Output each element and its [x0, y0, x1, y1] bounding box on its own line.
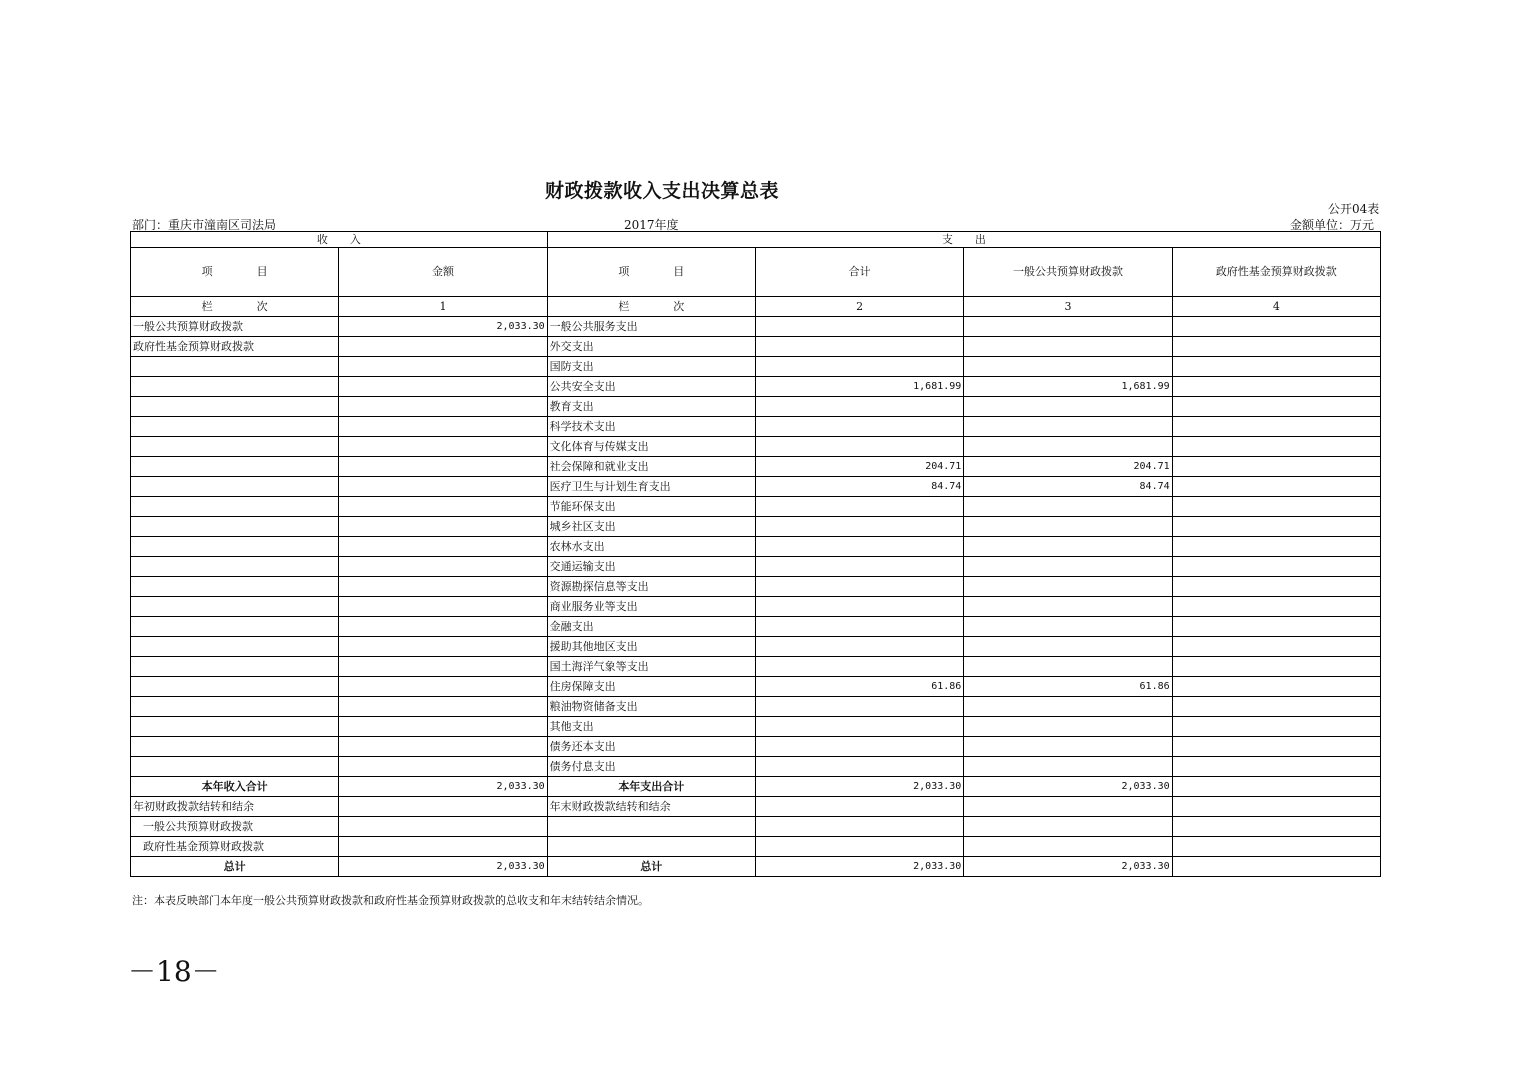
expense-total — [755, 817, 963, 837]
income-amount — [339, 437, 547, 457]
expense-general-budget — [964, 617, 1172, 637]
income-item — [131, 597, 339, 617]
carryover-row — [131, 837, 1381, 857]
table-row — [131, 397, 1381, 417]
income-item: 政府性基金预算财政拨款 — [131, 837, 339, 857]
income-amount — [339, 477, 547, 497]
expense-item: 住房保障支出 — [547, 677, 755, 697]
column-header-row — [131, 248, 1381, 297]
expense-general-budget: 61.86 — [964, 677, 1172, 697]
expense-item: 公共安全支出 — [547, 377, 755, 397]
income-item — [131, 497, 339, 517]
expense-item: 文化体育与传媒支出 — [547, 437, 755, 457]
expense-general-budget — [964, 817, 1172, 837]
expense-fund-budget — [1172, 577, 1380, 597]
expense-fund-budget — [1172, 837, 1380, 857]
expense-item: 援助其他地区支出 — [547, 637, 755, 657]
expense-general-budget — [964, 717, 1172, 737]
income-amount — [339, 517, 547, 537]
expense-total — [755, 837, 963, 857]
expense-item: 其他支出 — [547, 717, 755, 737]
expense-general-budget — [964, 417, 1172, 437]
expense-fund-budget — [1172, 357, 1380, 377]
table-row — [131, 437, 1381, 457]
section-income: 收 入 — [131, 232, 548, 248]
table-row — [131, 677, 1381, 697]
expense-general-budget — [964, 577, 1172, 597]
expense-total: 2,033.30 — [755, 857, 963, 877]
expense-total: 1,681.99 — [755, 377, 963, 397]
table-row — [131, 537, 1381, 557]
index-col-1: 1 — [339, 297, 547, 317]
expense-total: 2,033.30 — [755, 777, 963, 797]
fiscal-year: 2017年度 — [624, 218, 679, 232]
expense-fund-budget — [1172, 457, 1380, 477]
income-item — [131, 517, 339, 537]
header-item-expense: 项 目 — [547, 248, 755, 297]
expense-item: 社会保障和就业支出 — [547, 457, 755, 477]
expense-total — [755, 557, 963, 577]
expense-item: 农林水支出 — [547, 537, 755, 557]
income-amount — [339, 337, 547, 357]
income-amount — [339, 397, 547, 417]
income-amount — [339, 837, 547, 857]
income-item — [131, 737, 339, 757]
expense-item: 教育支出 — [547, 397, 755, 417]
expense-total: 61.86 — [755, 677, 963, 697]
carryover-row — [131, 797, 1381, 817]
income-item — [131, 437, 339, 457]
expense-fund-budget — [1172, 697, 1380, 717]
expense-item: 金融支出 — [547, 617, 755, 637]
income-item: 总计 — [131, 857, 339, 877]
expense-general-budget — [964, 437, 1172, 457]
income-amount: 2,033.30 — [339, 317, 547, 337]
index-label: 栏 次 — [131, 297, 339, 317]
table-row — [131, 317, 1381, 337]
table-row — [131, 637, 1381, 657]
expense-total: 204.71 — [755, 457, 963, 477]
income-amount — [339, 817, 547, 837]
expense-general-budget — [964, 517, 1172, 537]
income-amount — [339, 557, 547, 577]
expense-general-budget: 204.71 — [964, 457, 1172, 477]
expense-general-budget — [964, 757, 1172, 777]
income-item — [131, 757, 339, 777]
expense-general-budget — [964, 697, 1172, 717]
expense-general-budget — [964, 657, 1172, 677]
income-amount — [339, 697, 547, 717]
expense-item: 本年支出合计 — [547, 777, 755, 797]
income-item — [131, 377, 339, 397]
expense-general-budget: 2,033.30 — [964, 777, 1172, 797]
expense-fund-budget — [1172, 317, 1380, 337]
expense-fund-budget — [1172, 597, 1380, 617]
expense-fund-budget — [1172, 437, 1380, 457]
expense-total — [755, 617, 963, 637]
expense-general-budget — [964, 317, 1172, 337]
expense-item: 资源勘探信息等支出 — [547, 577, 755, 597]
table-row — [131, 697, 1381, 717]
table-row — [131, 517, 1381, 537]
expense-item: 商业服务业等支出 — [547, 597, 755, 617]
table-row — [131, 717, 1381, 737]
expense-item: 外交支出 — [547, 337, 755, 357]
table-row — [131, 657, 1381, 677]
table-row — [131, 617, 1381, 637]
expense-fund-budget — [1172, 617, 1380, 637]
table-row — [131, 737, 1381, 757]
expense-fund-budget — [1172, 797, 1380, 817]
income-amount — [339, 577, 547, 597]
expense-general-budget: 1,681.99 — [964, 377, 1172, 397]
form-code: 公开04表 — [1328, 202, 1380, 216]
income-amount — [339, 797, 547, 817]
expense-total — [755, 357, 963, 377]
expense-item: 科学技术支出 — [547, 417, 755, 437]
table-row — [131, 357, 1381, 377]
expense-total — [755, 657, 963, 677]
expense-total — [755, 577, 963, 597]
income-amount — [339, 377, 547, 397]
year-total-row — [131, 777, 1381, 797]
income-item — [131, 397, 339, 417]
expense-fund-budget — [1172, 417, 1380, 437]
expense-item: 国防支出 — [547, 357, 755, 377]
expense-fund-budget — [1172, 477, 1380, 497]
income-item: 一般公共预算财政拨款 — [131, 817, 339, 837]
income-item — [131, 677, 339, 697]
income-amount — [339, 737, 547, 757]
table-row — [131, 757, 1381, 777]
income-amount — [339, 657, 547, 677]
index-col-3: 3 — [964, 297, 1172, 317]
income-item — [131, 537, 339, 557]
expense-fund-budget — [1172, 377, 1380, 397]
expense-general-budget — [964, 797, 1172, 817]
footnote: 注：本表反映部门本年度一般公共预算财政拨款和政府性基金预算财政拨款的总收支和年末结转结余情况。 — [132, 894, 649, 907]
expense-item: 债务付息支出 — [547, 757, 755, 777]
table-row — [131, 557, 1381, 577]
page-number: －18－ — [128, 955, 220, 988]
table-row — [131, 477, 1381, 497]
income-item — [131, 657, 339, 677]
expense-total — [755, 537, 963, 557]
carryover-row — [131, 817, 1381, 837]
table-row — [131, 577, 1381, 597]
table-row — [131, 457, 1381, 477]
expense-fund-budget — [1172, 397, 1380, 417]
income-item: 年初财政拨款结转和结余 — [131, 797, 339, 817]
expense-item: 节能环保支出 — [547, 497, 755, 517]
expense-item — [547, 837, 755, 857]
income-item — [131, 577, 339, 597]
income-item — [131, 357, 339, 377]
index-row — [131, 297, 1381, 317]
expense-general-budget — [964, 357, 1172, 377]
expense-general-budget — [964, 837, 1172, 857]
income-item: 政府性基金预算财政拨款 — [131, 337, 339, 357]
income-item: 本年收入合计 — [131, 777, 339, 797]
table-row — [131, 497, 1381, 517]
expense-general-budget — [964, 737, 1172, 757]
expense-total — [755, 317, 963, 337]
expense-general-budget — [964, 397, 1172, 417]
income-item — [131, 477, 339, 497]
expense-total: 84.74 — [755, 477, 963, 497]
unit-label: 金额单位：万元 — [1290, 218, 1375, 232]
expense-fund-budget — [1172, 737, 1380, 757]
expense-total — [755, 337, 963, 357]
expense-item: 医疗卫生与计划生育支出 — [547, 477, 755, 497]
expense-fund-budget — [1172, 717, 1380, 737]
income-amount — [339, 457, 547, 477]
header-general-budget: 一般公共预算财政拨款 — [964, 248, 1172, 297]
expense-total — [755, 757, 963, 777]
expense-total — [755, 717, 963, 737]
income-amount — [339, 717, 547, 737]
expense-general-budget — [964, 497, 1172, 517]
income-amount — [339, 677, 547, 697]
expense-total — [755, 737, 963, 757]
index-label-expense: 栏 次 — [547, 297, 755, 317]
section-expense: 支 出 — [547, 232, 1380, 248]
department-label: 部门：重庆市潼南区司法局 — [132, 218, 277, 232]
expense-general-budget — [964, 637, 1172, 657]
expense-fund-budget — [1172, 777, 1380, 797]
expense-fund-budget — [1172, 537, 1380, 557]
income-amount — [339, 417, 547, 437]
income-item — [131, 637, 339, 657]
table-row — [131, 597, 1381, 617]
expense-fund-budget — [1172, 497, 1380, 517]
index-col-2: 2 — [755, 297, 963, 317]
income-item — [131, 457, 339, 477]
expense-fund-budget — [1172, 757, 1380, 777]
expense-general-budget — [964, 557, 1172, 577]
expense-item: 总计 — [547, 857, 755, 877]
income-amount — [339, 617, 547, 637]
expense-total — [755, 597, 963, 617]
expense-item: 债务还本支出 — [547, 737, 755, 757]
expense-item: 交通运输支出 — [547, 557, 755, 577]
expense-total — [755, 637, 963, 657]
expense-item — [547, 817, 755, 837]
expense-fund-budget — [1172, 517, 1380, 537]
expense-fund-budget — [1172, 337, 1380, 357]
expense-item: 城乡社区支出 — [547, 517, 755, 537]
budget-table — [130, 231, 1381, 877]
expense-total — [755, 697, 963, 717]
income-amount — [339, 597, 547, 617]
income-item — [131, 417, 339, 437]
expense-total — [755, 497, 963, 517]
grand-total-row — [131, 857, 1381, 877]
expense-fund-budget — [1172, 637, 1380, 657]
table-row — [131, 417, 1381, 437]
expense-fund-budget — [1172, 817, 1380, 837]
expense-fund-budget — [1172, 657, 1380, 677]
header-total: 合计 — [755, 248, 963, 297]
income-amount: 2,033.30 — [339, 857, 547, 877]
table-row — [131, 377, 1381, 397]
expense-fund-budget — [1172, 677, 1380, 697]
page-title: 财政拨款收入支出决算总表 — [545, 180, 780, 202]
income-item — [131, 717, 339, 737]
expense-general-budget — [964, 337, 1172, 357]
income-amount — [339, 357, 547, 377]
expense-total — [755, 797, 963, 817]
income-item — [131, 557, 339, 577]
income-amount: 2,033.30 — [339, 777, 547, 797]
index-col-4: 4 — [1172, 297, 1380, 317]
expense-item: 粮油物资储备支出 — [547, 697, 755, 717]
income-amount — [339, 757, 547, 777]
table-row — [131, 337, 1381, 357]
expense-general-budget — [964, 597, 1172, 617]
expense-fund-budget — [1172, 557, 1380, 577]
expense-total — [755, 437, 963, 457]
income-amount — [339, 537, 547, 557]
section-header-row — [131, 232, 1381, 248]
expense-total — [755, 417, 963, 437]
expense-total — [755, 517, 963, 537]
income-item — [131, 697, 339, 717]
expense-general-budget: 2,033.30 — [964, 857, 1172, 877]
header-fund-budget: 政府性基金预算财政拨款 — [1172, 248, 1380, 297]
header-item: 项 目 — [131, 248, 339, 297]
expense-item: 一般公共服务支出 — [547, 317, 755, 337]
expense-item: 年末财政拨款结转和结余 — [547, 797, 755, 817]
income-amount — [339, 637, 547, 657]
expense-total — [755, 397, 963, 417]
expense-general-budget: 84.74 — [964, 477, 1172, 497]
expense-general-budget — [964, 537, 1172, 557]
expense-fund-budget — [1172, 857, 1380, 877]
header-amount: 金额 — [339, 248, 547, 297]
income-amount — [339, 497, 547, 517]
expense-item: 国土海洋气象等支出 — [547, 657, 755, 677]
income-item — [131, 617, 339, 637]
income-item: 一般公共预算财政拨款 — [131, 317, 339, 337]
